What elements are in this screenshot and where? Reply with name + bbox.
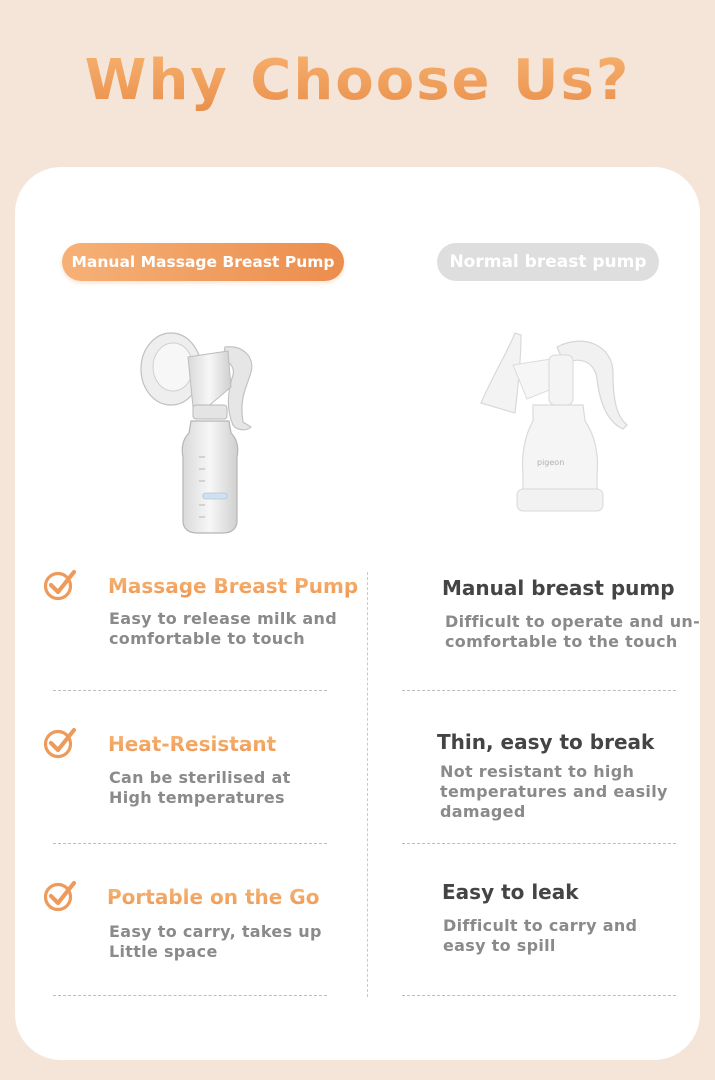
competitor-title: Manual breast pump xyxy=(442,576,675,600)
row-divider xyxy=(53,690,327,691)
row-divider xyxy=(53,995,327,996)
feature-title: Portable on the Go xyxy=(107,885,320,909)
manual-massage-breast-pump-image xyxy=(133,327,273,537)
competitor-description: Not resistant to high temperatures and easily damaged xyxy=(440,762,668,821)
checkmark-icon xyxy=(43,567,77,601)
feature-description: Easy to carry, takes up Little space xyxy=(109,922,322,961)
row-divider xyxy=(402,995,676,996)
feature-description: Easy to release milk and comfortable to touch xyxy=(109,609,337,648)
competitor-title: Easy to leak xyxy=(442,880,579,904)
column-divider xyxy=(367,572,368,997)
svg-text:pigeon: pigeon xyxy=(537,458,565,467)
row-divider xyxy=(53,843,327,844)
competitor-title: Thin, easy to break xyxy=(437,730,655,754)
ours-label-pill: Manual Massage Breast Pump xyxy=(62,243,344,281)
row-divider xyxy=(402,843,676,844)
checkmark-icon xyxy=(43,878,77,912)
competitor-description: Difficult to carry and easy to spill xyxy=(443,916,638,955)
feature-title: Massage Breast Pump xyxy=(108,574,359,598)
row-divider xyxy=(402,690,676,691)
theirs-label-pill: Normal breast pump xyxy=(437,243,659,281)
page-title: Why Choose Us? xyxy=(0,48,715,113)
checkmark-icon xyxy=(43,725,77,759)
comparison-card xyxy=(15,167,700,1060)
normal-breast-pump-image xyxy=(473,325,643,525)
feature-title: Heat-Resistant xyxy=(108,732,277,756)
feature-description: Can be sterilised at High temperatures xyxy=(109,768,291,807)
competitor-description: Difficult to operate and un- comfortable to the touch xyxy=(445,612,701,651)
